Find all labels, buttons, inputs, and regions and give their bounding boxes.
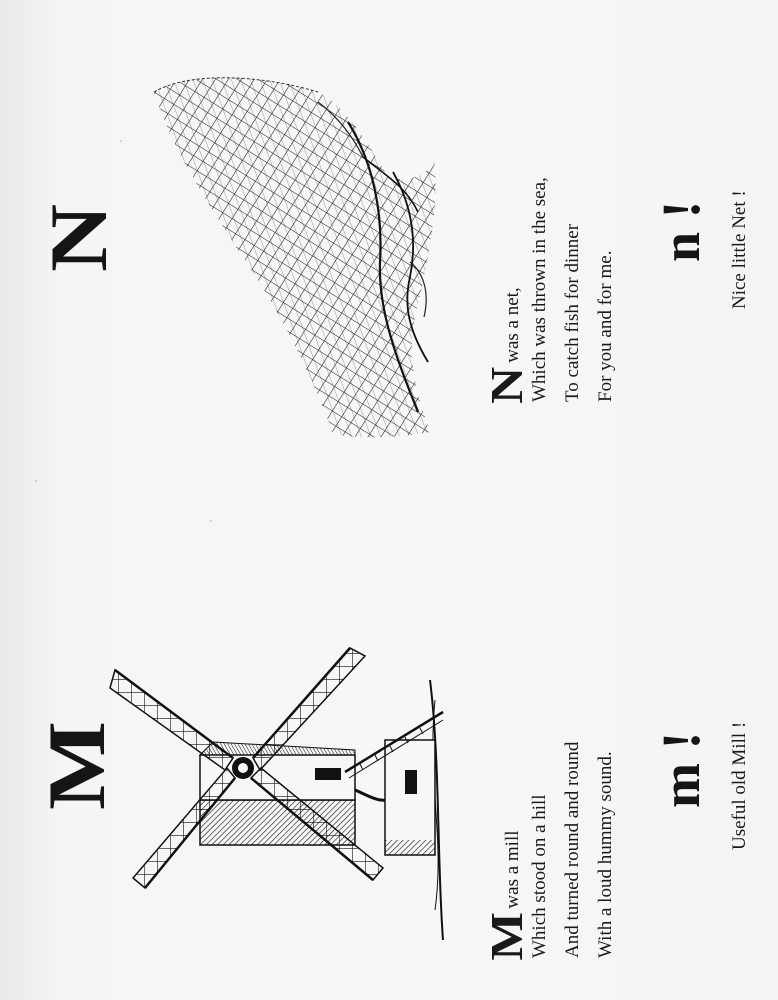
verse-line: was a mill [502, 830, 523, 909]
tagline-n: Nice little Net ! [729, 190, 750, 309]
verse-initial-n: N [481, 366, 532, 404]
verse-line: With a loud hummy sound. [595, 751, 616, 958]
exclaim-n: n ! [651, 200, 711, 262]
paper-speck [120, 140, 122, 142]
verse-line: was a net, [502, 287, 523, 363]
big-letter-m: M [31, 720, 122, 810]
paper-speck [35, 480, 37, 482]
verse-line: Which was thrown in the sea, [529, 177, 550, 402]
verse-m [481, 741, 622, 961]
windmill-illustration [105, 640, 450, 955]
verse-line: To catch fish for dinner [562, 223, 583, 402]
tagline-m: Useful old Mill ! [729, 721, 750, 850]
verse-line: For you and for me. [595, 250, 616, 402]
verse-line: And turned round and round [562, 741, 583, 958]
exclaim-m: m ! [651, 731, 711, 808]
verse-line: Which stood on a hill [529, 794, 550, 958]
fishing-net-illustration [148, 62, 440, 447]
verse-n [481, 177, 622, 404]
paper-speck [210, 520, 212, 522]
verse-initial-m: M [481, 911, 532, 961]
big-letter-n: N [33, 203, 124, 272]
